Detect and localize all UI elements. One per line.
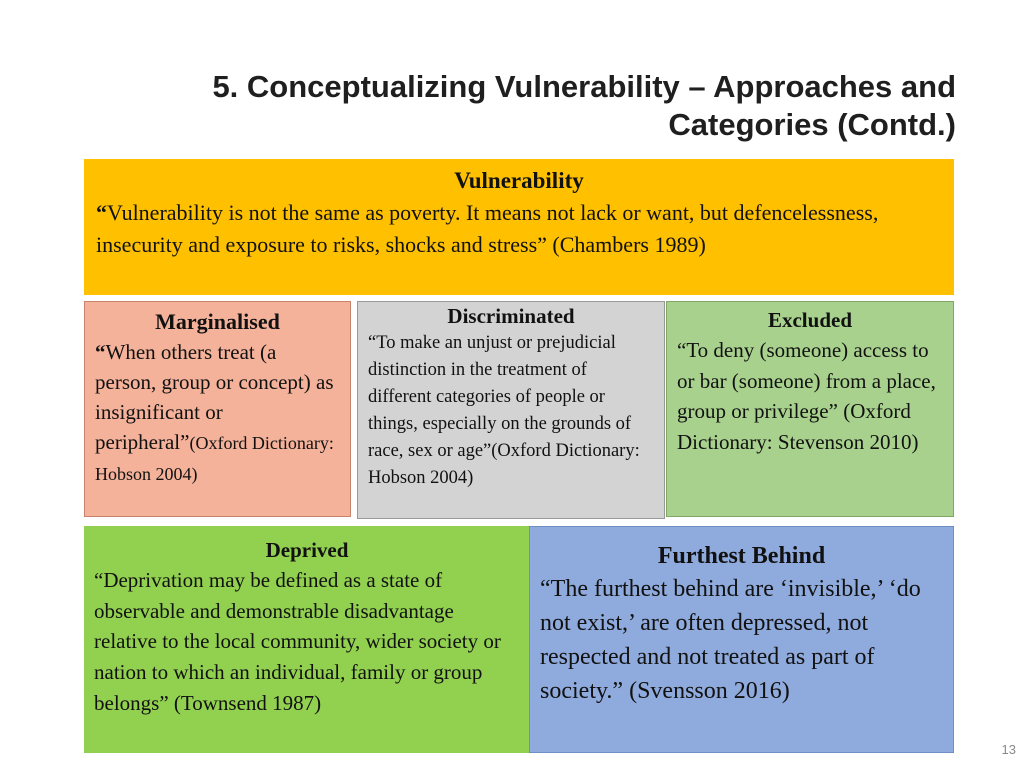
page-number: 13 <box>1001 742 1016 757</box>
furthest-behind-heading: Furthest Behind <box>657 543 826 569</box>
slide-title <box>96 68 956 144</box>
vulnerability-quote: Vulnerability is not the same as poverty. It means not lack or want, but defencelessness, insecurity and exposure to risks, shocks and stress” <box>96 200 879 257</box>
discriminated-box <box>357 301 665 519</box>
discriminated-definition: “To make an unjust or prejudicial distinction in the treatment of different categories of people or things, especially on the grounds of race, sex or age”(Oxford Dictionary: Hobson 2004) <box>368 333 640 488</box>
marginalised-heading: Marginalised <box>155 309 280 334</box>
marginalised-definition <box>95 337 340 489</box>
discriminated-heading: Discriminated <box>447 304 575 328</box>
deprived-box <box>84 526 530 753</box>
marginalised-box <box>84 301 351 517</box>
marginalised-open-quote: “ <box>95 340 106 364</box>
vulnerability-citation: (Chambers 1989) <box>552 232 706 257</box>
excluded-heading: Excluded <box>767 308 853 332</box>
deprived-definition: “Deprivation may be defined as a state of observable and demonstrable disadvantage relative to the local community, wider society or nation to which an individual, family or group belongs” (Townsend 1987) <box>94 568 501 715</box>
marginalised-quote: When others treat (a person, group or concept) as insignificant or peripheral” <box>95 340 334 454</box>
vulnerability-heading: Vulnerability <box>454 168 584 193</box>
vulnerability-definition <box>96 197 942 261</box>
furthest-behind-definition: “The furthest behind are ‘invisible,’ ‘do not exist,’ are often depressed, not respected and not treated as part of society.” (Svensson 2016) <box>540 576 921 704</box>
excluded-box <box>666 301 954 517</box>
vulnerability-open-quote: “ <box>96 200 107 225</box>
slide-title-line-1: 5. Conceptualizing Vulnerability – Approaches and <box>212 69 956 104</box>
furthest-behind-box <box>529 526 954 753</box>
vulnerability-box <box>84 159 954 295</box>
deprived-heading: Deprived <box>265 538 349 562</box>
marginalised-citation: (Oxford Dictionary: Hobson 2004) <box>95 433 334 484</box>
slide-title-line-2: Categories (Contd.) <box>668 107 956 142</box>
excluded-definition: “To deny (someone) access to or bar (someone) from a place, group or privilege” (Oxford Dictionary: Stevenson 2010) <box>677 338 936 454</box>
